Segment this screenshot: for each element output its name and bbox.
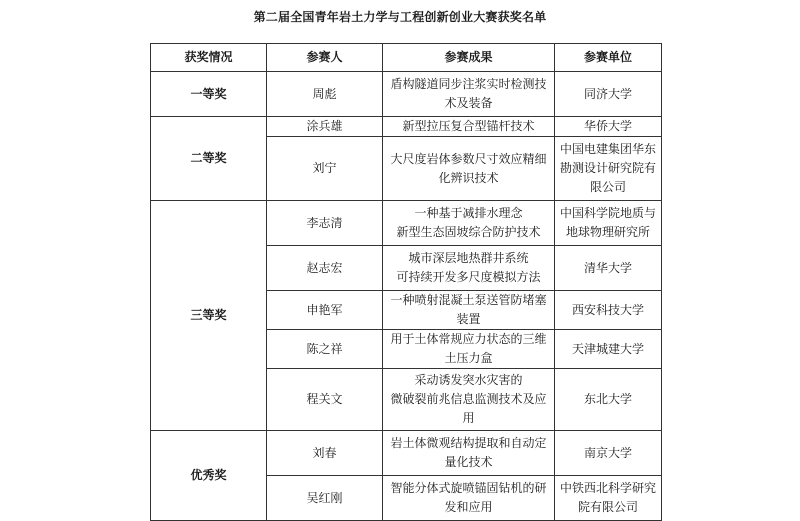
awards-table — [150, 43, 662, 521]
participant-cell: 陈之祥 — [267, 330, 383, 369]
achievement-cell — [383, 137, 555, 201]
achievement-cell — [383, 476, 555, 521]
achievement-cell — [383, 246, 555, 291]
achievement-line: 用于土体常规应力状态的三维 — [390, 332, 547, 346]
page-title: 第二届全国青年岩土力学与工程创新创业大赛获奖名单 — [253, 10, 547, 24]
participant-cell: 周彪 — [267, 72, 383, 117]
achievement-line: 盾构隧道同步注浆实时检测技 — [390, 77, 547, 91]
achievement-line: 大尺度岩体参数尺寸效应精细 — [390, 151, 547, 166]
achievement-cell — [383, 330, 555, 369]
achievement-line: 量化技术 — [444, 455, 493, 469]
header-unit: 参赛单位 — [555, 44, 662, 72]
achievement-line: 一种基于减排水理念 — [414, 206, 523, 220]
unit-line: 清华大学 — [583, 260, 632, 275]
achievement-line: 可持续开发多尺度模拟方法 — [396, 270, 541, 284]
participant-cell: 申艳军 — [267, 291, 383, 330]
unit-line: 限公司 — [589, 180, 626, 194]
unit-line: 勘测设计研究院有 — [559, 161, 656, 175]
unit-line: 华侨大学 — [583, 119, 632, 133]
achievement-line: 土压力盒 — [444, 351, 493, 365]
achievement-cell — [383, 291, 555, 330]
achievement-cell — [383, 201, 555, 246]
achievement-line: 新型拉压复合型锚杆技术 — [402, 119, 535, 133]
award-level-cell: 一等奖 — [151, 72, 267, 117]
achievement-line: 发和应用 — [444, 500, 493, 514]
achievement-line: 一种喷射混凝土泵送管防堵塞 — [390, 293, 547, 307]
achievement-line: 新型生态固坡综合防护技术 — [396, 225, 541, 239]
achievement-line: 术及装备 — [444, 96, 493, 110]
award-level-cell: 三等奖 — [151, 201, 267, 431]
table-header — [151, 44, 662, 72]
table-row — [151, 201, 662, 246]
table-body — [151, 72, 662, 521]
header-participant: 参赛人 — [267, 44, 383, 72]
achievement-line: 采动诱发突水灾害的 — [414, 373, 523, 387]
unit-cell — [555, 369, 662, 431]
unit-cell — [555, 72, 662, 117]
header-achievement: 参赛成果 — [383, 44, 555, 72]
participant-cell: 涂兵雄 — [267, 117, 383, 137]
achievement-line: 用 — [462, 411, 475, 425]
unit-line: 天津城建大学 — [571, 341, 644, 356]
achievement-line: 装置 — [456, 312, 481, 326]
table-row — [151, 117, 662, 137]
participant-cell: 刘春 — [267, 431, 383, 476]
unit-cell — [555, 330, 662, 369]
participant-cell: 赵志宏 — [267, 246, 383, 291]
participant-cell: 程关文 — [267, 369, 383, 431]
award-level-cell: 二等奖 — [151, 117, 267, 201]
unit-cell — [555, 291, 662, 330]
header-row — [151, 44, 662, 72]
achievement-line: 微破裂前兆信息监测技术及应 — [390, 392, 547, 406]
achievement-cell — [383, 431, 555, 476]
achievement-line: 城市深层地热群井系统 — [408, 251, 529, 265]
unit-line: 地球物理研究所 — [565, 225, 650, 239]
unit-cell — [555, 246, 662, 291]
participant-cell: 吴红刚 — [267, 476, 383, 521]
unit-cell — [555, 137, 662, 201]
unit-line: 中国电建集团华东 — [559, 142, 656, 156]
unit-cell — [555, 431, 662, 476]
achievement-line: 岩土体微观结构提取和自动定 — [390, 436, 547, 450]
unit-line: 同济大学 — [583, 86, 632, 101]
participant-cell: 李志清 — [267, 201, 383, 246]
achievement-line: 智能分体式旋喷锚固钻机的研 — [390, 481, 547, 495]
unit-cell — [555, 117, 662, 137]
unit-line: 中国科学院地质与 — [559, 206, 656, 220]
award-level-cell: 优秀奖 — [151, 431, 267, 521]
unit-line: 南京大学 — [583, 445, 632, 460]
unit-line: 西安科技大学 — [571, 302, 644, 317]
unit-cell — [555, 201, 662, 246]
achievement-cell — [383, 369, 555, 431]
header-award-level: 获奖情况 — [151, 44, 267, 72]
unit-line: 东北大学 — [583, 392, 632, 406]
achievement-cell — [383, 117, 555, 137]
unit-line: 中铁西北科学研究 — [559, 481, 656, 495]
achievement-line: 化辨识技术 — [438, 170, 499, 185]
participant-cell: 刘宁 — [267, 137, 383, 201]
unit-cell — [555, 476, 662, 521]
table-row — [151, 72, 662, 117]
achievement-cell — [383, 72, 555, 117]
unit-line: 院有限公司 — [577, 500, 638, 514]
table-row — [151, 431, 662, 476]
